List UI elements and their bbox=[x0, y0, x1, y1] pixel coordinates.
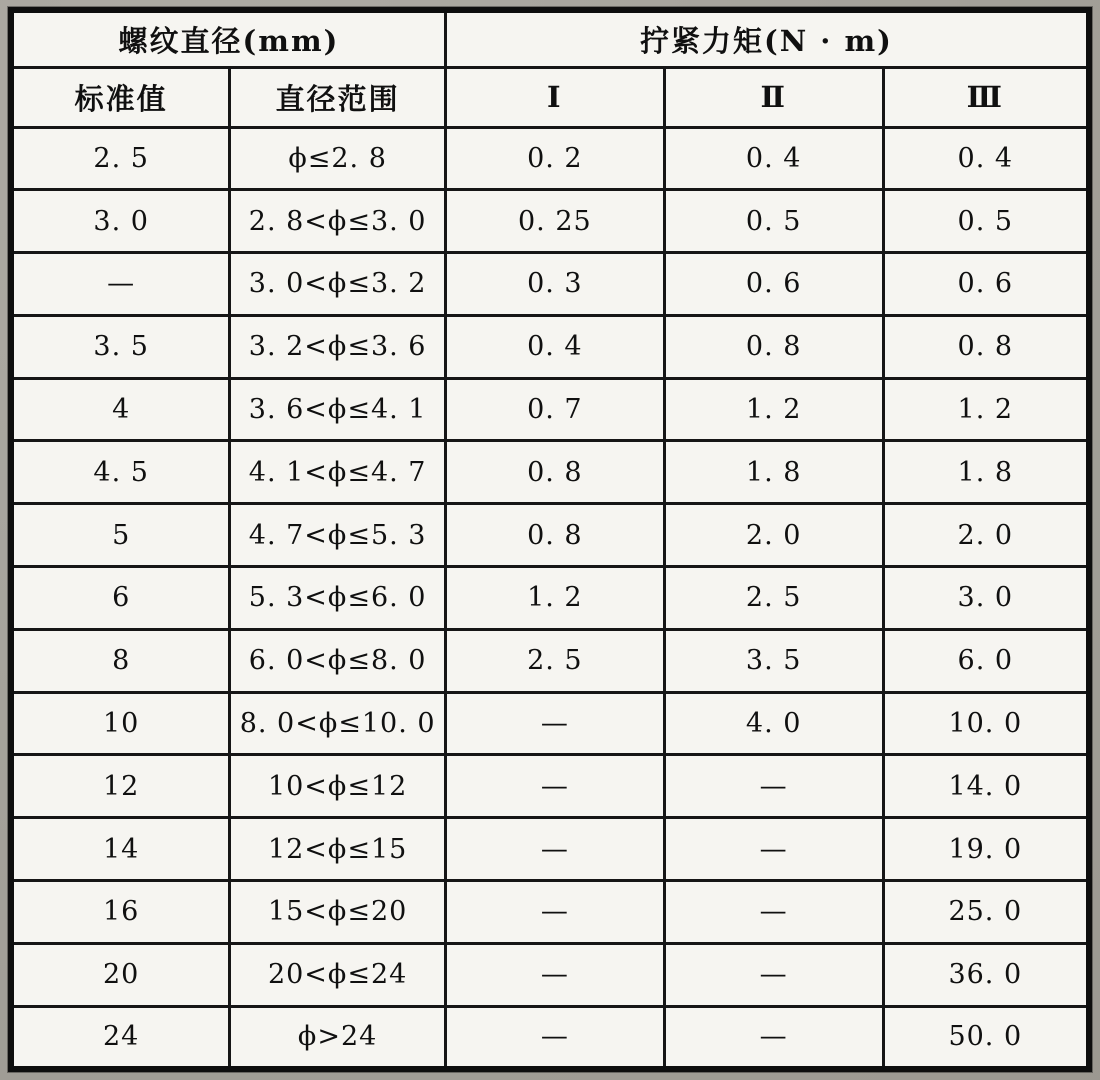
cell-torque-class-1: 0. 8 bbox=[445, 441, 664, 504]
header-standard-value: 标准值 bbox=[11, 67, 230, 127]
cell-torque-class-3: 19. 0 bbox=[883, 818, 1089, 881]
cell-torque-class-2: 3. 5 bbox=[664, 629, 883, 692]
cell-torque-class-2: — bbox=[664, 943, 883, 1006]
cell-torque-class-3: 1. 8 bbox=[883, 441, 1089, 504]
cell-torque-class-2: 2. 0 bbox=[664, 504, 883, 567]
cell-torque-class-2: 0. 5 bbox=[664, 190, 883, 253]
table-row bbox=[11, 190, 1089, 253]
cell-diameter-range: 12<ϕ≤15 bbox=[230, 818, 446, 881]
cell-diameter-range: 4. 1<ϕ≤4. 7 bbox=[230, 441, 446, 504]
cell-torque-class-1: 0. 25 bbox=[445, 190, 664, 253]
cell-torque-class-1: — bbox=[445, 881, 664, 944]
cell-torque-class-3: 2. 0 bbox=[883, 504, 1089, 567]
cell-standard-value: 14 bbox=[11, 818, 230, 881]
cell-standard-value: 4. 5 bbox=[11, 441, 230, 504]
header-diameter-range: 直径范围 bbox=[230, 67, 446, 127]
cell-diameter-range: 5. 3<ϕ≤6. 0 bbox=[230, 567, 446, 630]
cell-torque-class-2: 0. 4 bbox=[664, 127, 883, 190]
cell-torque-class-2: — bbox=[664, 755, 883, 818]
cell-standard-value: 5 bbox=[11, 504, 230, 567]
cell-torque-class-2: 0. 6 bbox=[664, 253, 883, 316]
cell-torque-class-3: 50. 0 bbox=[883, 1006, 1089, 1069]
cell-diameter-range: 20<ϕ≤24 bbox=[230, 943, 446, 1006]
cell-torque-class-3: 1. 2 bbox=[883, 378, 1089, 441]
table-row bbox=[11, 504, 1089, 567]
table-row bbox=[11, 881, 1089, 944]
cell-torque-class-2: — bbox=[664, 1006, 883, 1069]
cell-torque-class-3: 0. 4 bbox=[883, 127, 1089, 190]
cell-diameter-range: 6. 0<ϕ≤8. 0 bbox=[230, 629, 446, 692]
tightening-torque-table bbox=[8, 7, 1092, 1072]
cell-standard-value: — bbox=[11, 253, 230, 316]
cell-torque-class-2: — bbox=[664, 818, 883, 881]
cell-diameter-range: 3. 2<ϕ≤3. 6 bbox=[230, 315, 446, 378]
cell-diameter-range: ϕ≤2. 8 bbox=[230, 127, 446, 190]
cell-torque-class-3: 0. 8 bbox=[883, 315, 1089, 378]
cell-torque-class-1: — bbox=[445, 692, 664, 755]
cell-torque-class-3: 14. 0 bbox=[883, 755, 1089, 818]
cell-torque-class-2: 4. 0 bbox=[664, 692, 883, 755]
cell-torque-class-1: 1. 2 bbox=[445, 567, 664, 630]
cell-torque-class-3: 36. 0 bbox=[883, 943, 1089, 1006]
cell-standard-value: 2. 5 bbox=[11, 127, 230, 190]
table-row bbox=[11, 127, 1089, 190]
cell-torque-class-1: — bbox=[445, 818, 664, 881]
table-row bbox=[11, 1006, 1089, 1069]
cell-torque-class-1: — bbox=[445, 755, 664, 818]
table-row bbox=[11, 692, 1089, 755]
cell-torque-class-2: 1. 2 bbox=[664, 378, 883, 441]
header-thread-diameter: 螺纹直径(mm) bbox=[11, 10, 445, 67]
header-group-row bbox=[11, 10, 1089, 67]
cell-standard-value: 6 bbox=[11, 567, 230, 630]
cell-torque-class-3: 10. 0 bbox=[883, 692, 1089, 755]
header-torque-class-3: Ⅲ bbox=[883, 67, 1089, 127]
cell-torque-class-2: 2. 5 bbox=[664, 567, 883, 630]
cell-standard-value: 16 bbox=[11, 881, 230, 944]
cell-torque-class-1: — bbox=[445, 943, 664, 1006]
cell-torque-class-3: 6. 0 bbox=[883, 629, 1089, 692]
table-row bbox=[11, 818, 1089, 881]
cell-standard-value: 12 bbox=[11, 755, 230, 818]
cell-standard-value: 4 bbox=[11, 378, 230, 441]
cell-diameter-range: 10<ϕ≤12 bbox=[230, 755, 446, 818]
cell-diameter-range: ϕ>24 bbox=[230, 1006, 446, 1069]
cell-torque-class-1: 0. 2 bbox=[445, 127, 664, 190]
cell-torque-class-1: — bbox=[445, 1006, 664, 1069]
cell-diameter-range: 8. 0<ϕ≤10. 0 bbox=[230, 692, 446, 755]
cell-torque-class-1: 2. 5 bbox=[445, 629, 664, 692]
cell-diameter-range: 2. 8<ϕ≤3. 0 bbox=[230, 190, 446, 253]
table-row bbox=[11, 378, 1089, 441]
header-torque-class-1: Ⅰ bbox=[445, 67, 664, 127]
table-row bbox=[11, 315, 1089, 378]
cell-torque-class-3: 0. 6 bbox=[883, 253, 1089, 316]
cell-standard-value: 10 bbox=[11, 692, 230, 755]
cell-torque-class-3: 0. 5 bbox=[883, 190, 1089, 253]
cell-standard-value: 20 bbox=[11, 943, 230, 1006]
table-row bbox=[11, 943, 1089, 1006]
table-body bbox=[11, 127, 1089, 1069]
cell-standard-value: 3. 0 bbox=[11, 190, 230, 253]
header-tightening-torque: 拧紧力矩(N · m) bbox=[445, 10, 1089, 67]
cell-diameter-range: 15<ϕ≤20 bbox=[230, 881, 446, 944]
cell-torque-class-1: 0. 7 bbox=[445, 378, 664, 441]
cell-torque-class-2: 0. 8 bbox=[664, 315, 883, 378]
header-sub-row bbox=[11, 67, 1089, 127]
cell-diameter-range: 4. 7<ϕ≤5. 3 bbox=[230, 504, 446, 567]
cell-diameter-range: 3. 0<ϕ≤3. 2 bbox=[230, 253, 446, 316]
table-row bbox=[11, 441, 1089, 504]
cell-diameter-range: 3. 6<ϕ≤4. 1 bbox=[230, 378, 446, 441]
cell-standard-value: 24 bbox=[11, 1006, 230, 1069]
table-row bbox=[11, 253, 1089, 316]
cell-torque-class-2: 1. 8 bbox=[664, 441, 883, 504]
table-row bbox=[11, 629, 1089, 692]
cell-torque-class-1: 0. 3 bbox=[445, 253, 664, 316]
cell-standard-value: 8 bbox=[11, 629, 230, 692]
cell-torque-class-3: 3. 0 bbox=[883, 567, 1089, 630]
header-torque-class-2: Ⅱ bbox=[664, 67, 883, 127]
cell-standard-value: 3. 5 bbox=[11, 315, 230, 378]
cell-torque-class-1: 0. 8 bbox=[445, 504, 664, 567]
table-row bbox=[11, 567, 1089, 630]
table-row bbox=[11, 755, 1089, 818]
cell-torque-class-1: 0. 4 bbox=[445, 315, 664, 378]
cell-torque-class-3: 25. 0 bbox=[883, 881, 1089, 944]
cell-torque-class-2: — bbox=[664, 881, 883, 944]
